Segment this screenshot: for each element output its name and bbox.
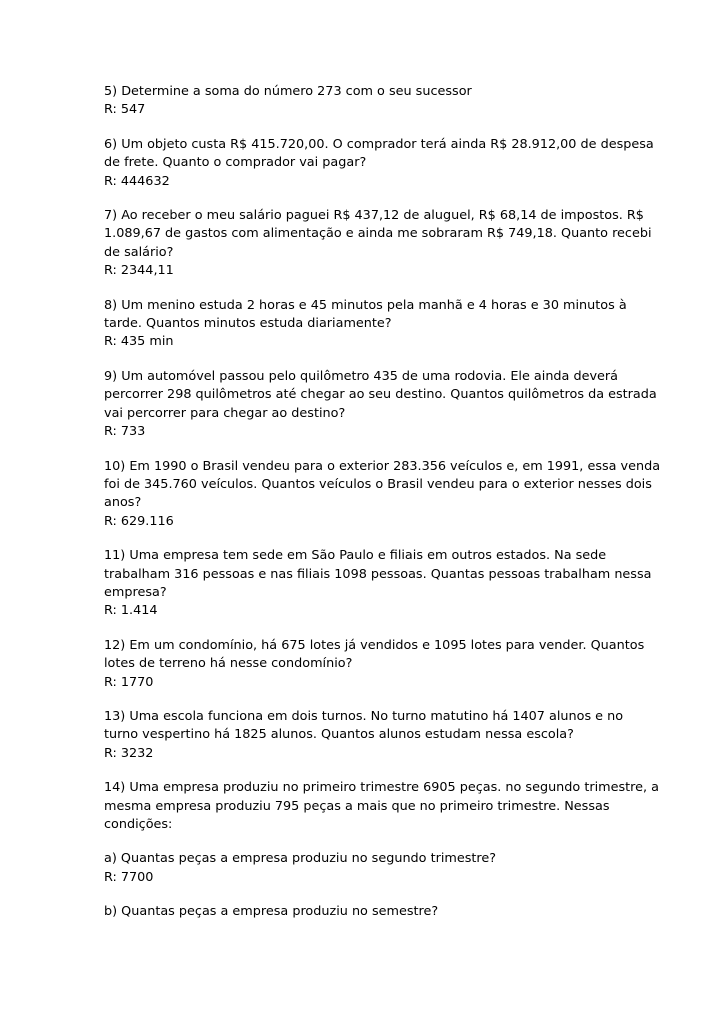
answer-text: R: 3232 bbox=[104, 745, 154, 761]
question-text: b) Quantas peças a empresa produziu no semestre? bbox=[104, 904, 439, 920]
problem-5 bbox=[104, 83, 664, 120]
problem-10 bbox=[104, 458, 664, 532]
answer-text: R: 1.414 bbox=[104, 603, 158, 619]
answer-text: R: 435 min bbox=[104, 334, 174, 350]
problem-14 bbox=[104, 779, 664, 834]
answer-text: R: 7700 bbox=[104, 869, 154, 885]
answer-text: R: 629.116 bbox=[104, 513, 174, 529]
problem-11 bbox=[104, 547, 664, 621]
question-text: 7) Ao receber o meu salário paguei R$ 437,12 de aluguel, R$ 68,14 de impostos. R$ 1.089,67 de gastos com alimentação e ainda me sobraram R$ 749,18. Quanto recebi de salário? bbox=[104, 208, 652, 260]
question-text: 11) Uma empresa tem sede em São Paulo e filiais em outros estados. Na sede trabalham 316 pessoas e nas filiais 1098 pessoas. Quantas pessoas trabalham nessa empresa? bbox=[104, 548, 652, 600]
question-text: 6) Um objeto custa R$ 415.720,00. O comprador terá ainda R$ 28.912,00 de despesa de frete. Quanto o comprador vai pagar? bbox=[104, 136, 654, 171]
problem-14-part-a bbox=[104, 850, 664, 887]
question-text: 14) Uma empresa produziu no primeiro trimestre 6905 peças. no segundo trimestre, a mesma empresa produziu 795 peças a mais que no primeiro trimestre. Nessas condições: bbox=[104, 780, 660, 832]
problem-14-part-b bbox=[104, 903, 664, 921]
document-body bbox=[104, 83, 664, 938]
answer-text: R: 733 bbox=[104, 424, 146, 440]
question-text: 8) Um menino estuda 2 horas e 45 minutos pela manhã e 4 horas e 30 minutos à tarde. Quantos minutos estuda diariamente? bbox=[104, 297, 627, 332]
answer-text: R: 444632 bbox=[104, 173, 170, 189]
answer-text: R: 547 bbox=[104, 102, 146, 118]
problem-12 bbox=[104, 637, 664, 692]
question-text: a) Quantas peças a empresa produziu no segundo trimestre? bbox=[104, 851, 497, 867]
problem-8 bbox=[104, 297, 664, 352]
answer-text: R: 2344,11 bbox=[104, 263, 174, 279]
question-text: 12) Em um condomínio, há 675 lotes já vendidos e 1095 lotes para vender. Quantos lotes de terreno há nesse condomínio? bbox=[104, 637, 645, 672]
question-text: 9) Um automóvel passou pelo quilômetro 435 de uma rodovia. Ele ainda deverá percorrer 298 quilômetros até chegar ao seu destino. Quantos quilômetros da estrada vai percorrer para chegar ao destino? bbox=[104, 368, 657, 421]
problem-13 bbox=[104, 708, 664, 763]
question-text: 13) Uma escola funciona em dois turnos. No turno matutino há 1407 alunos e no turno vespertino há 1825 alunos. Quantos alunos estudam nessa escola? bbox=[104, 708, 624, 743]
question-text: 10) Em 1990 o Brasil vendeu para o exterior 283.356 veículos e, em 1991, essa venda foi de 345.760 veículos. Quantos veículos o Brasil vendeu para o exterior nesses dois anos? bbox=[104, 458, 661, 511]
problem-7 bbox=[104, 207, 664, 281]
answer-text: R: 1770 bbox=[104, 674, 154, 690]
problem-9 bbox=[104, 368, 664, 442]
problem-6 bbox=[104, 136, 664, 191]
question-text: 5) Determine a soma do número 273 com o seu sucessor bbox=[104, 84, 472, 99]
